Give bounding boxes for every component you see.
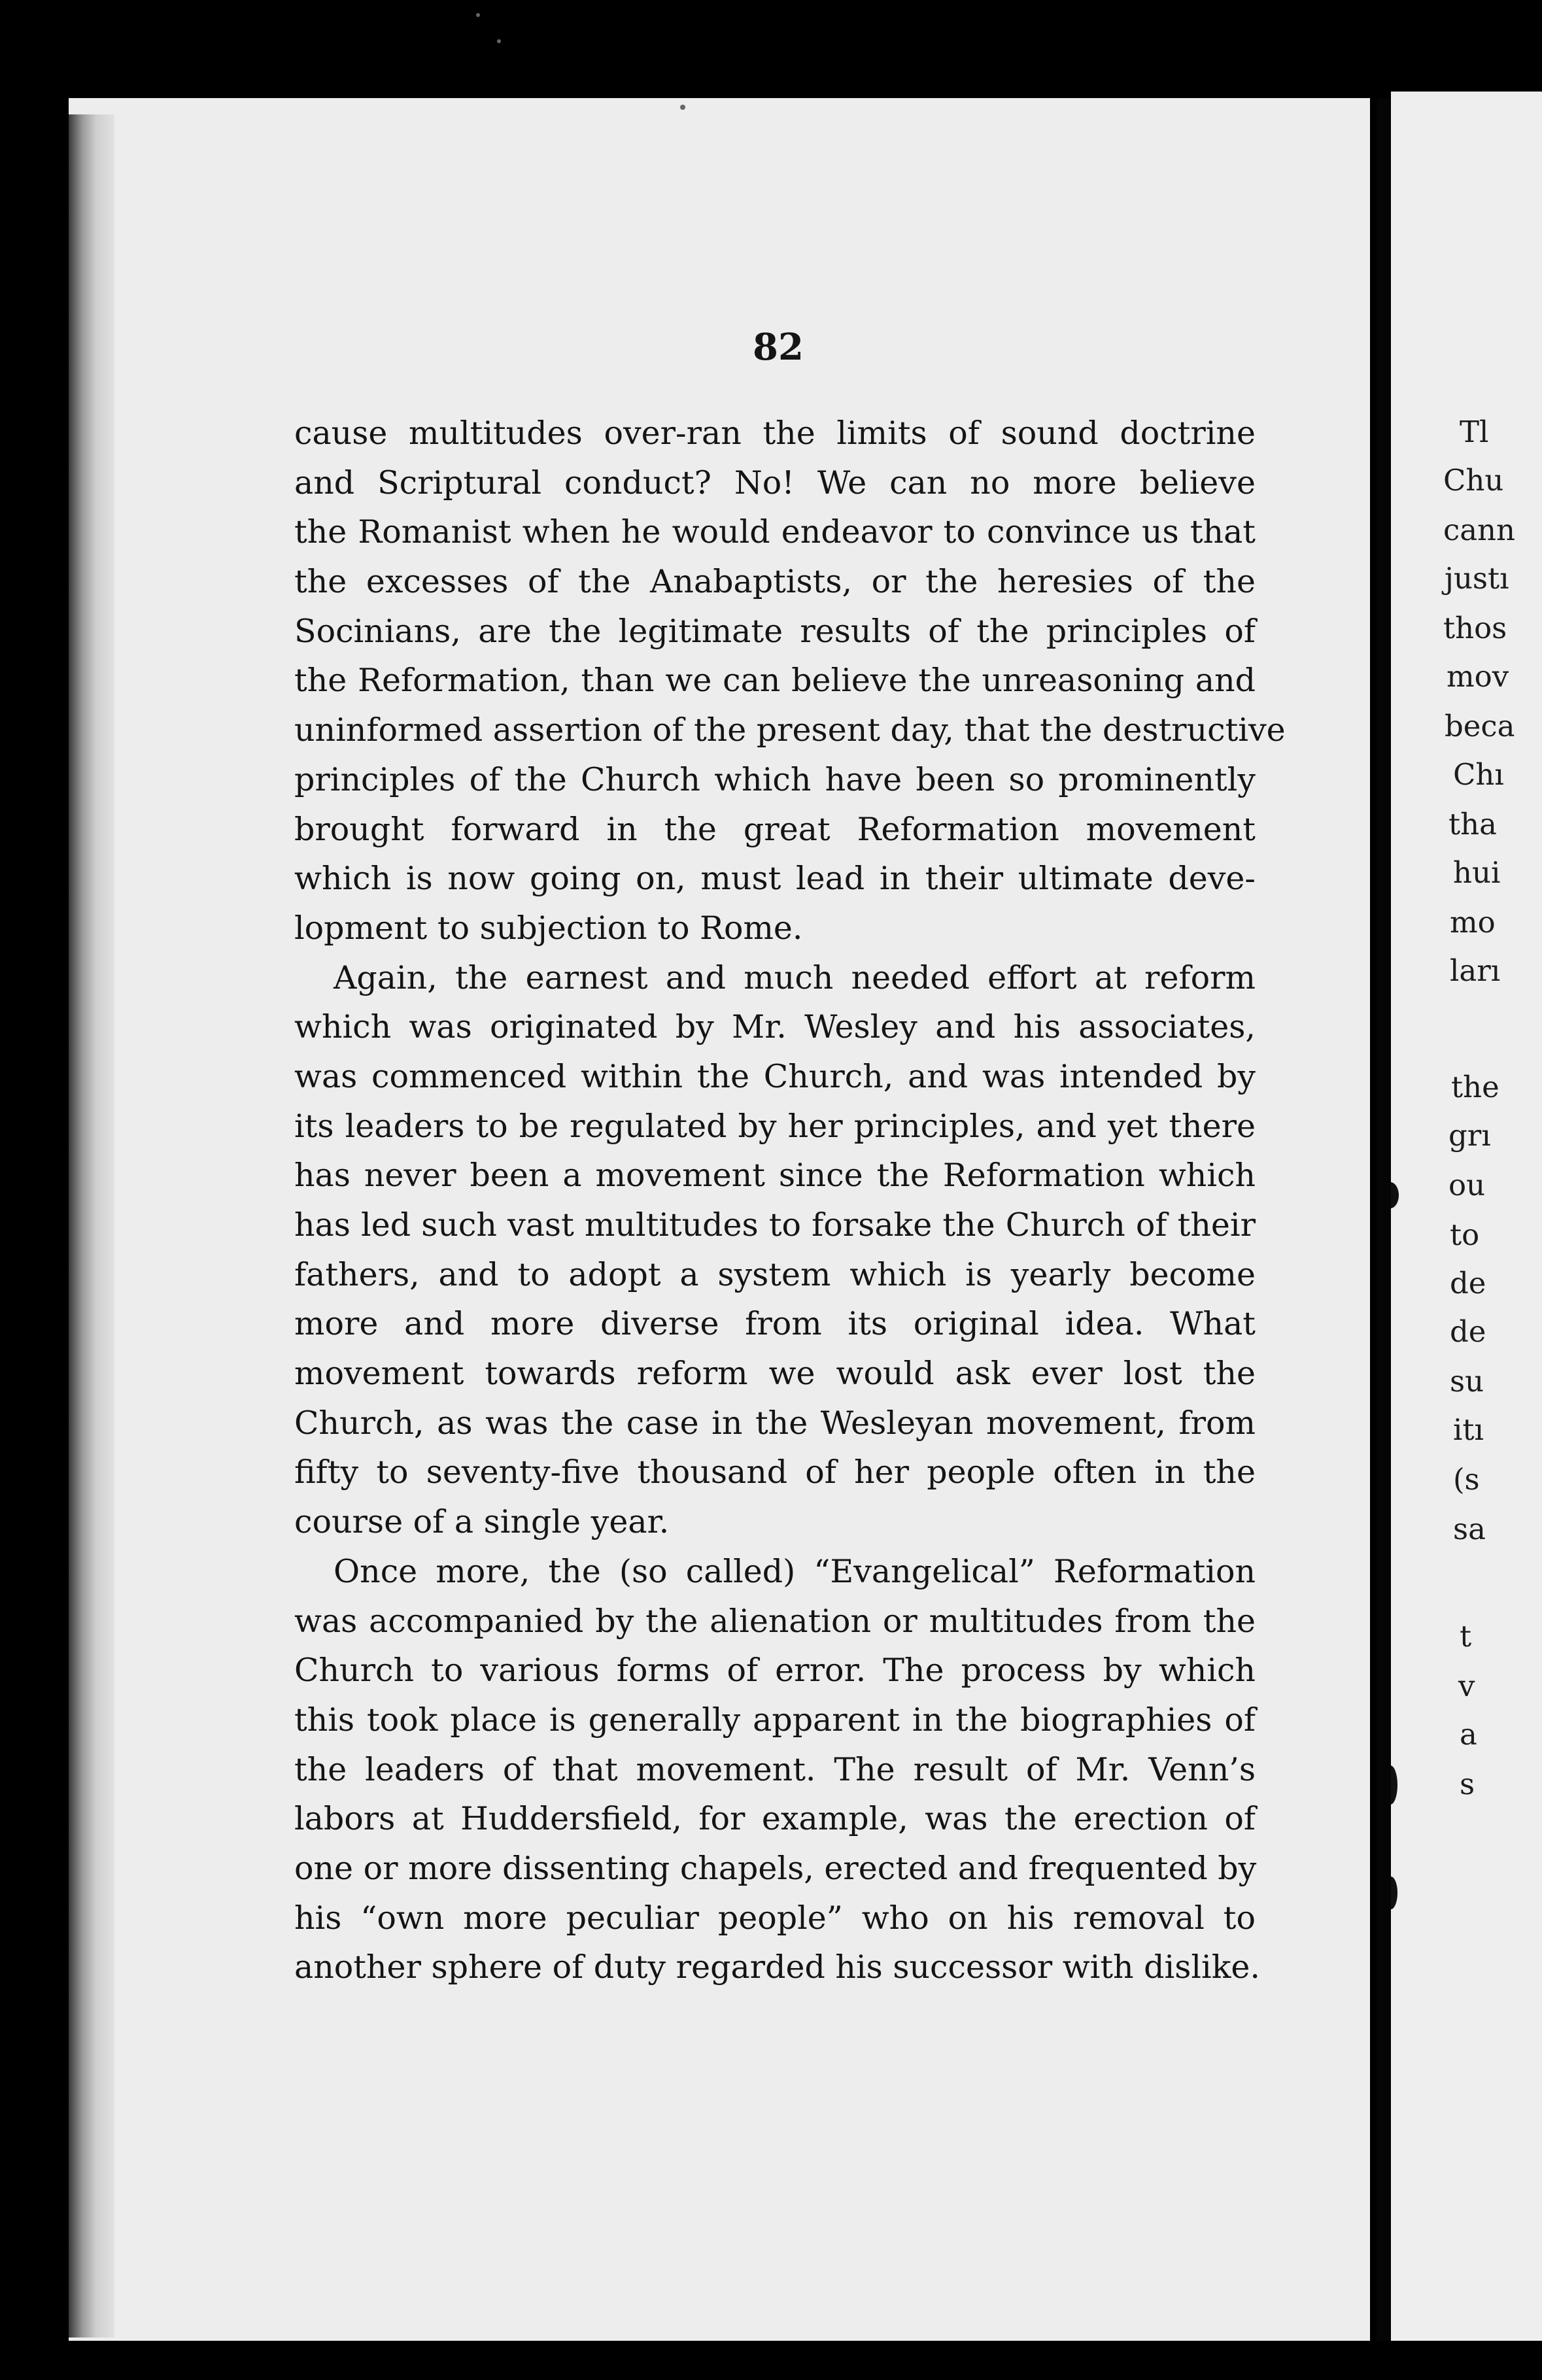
facing-page-fragment: sa <box>1453 1512 1486 1546</box>
facing-page-fragment: v <box>1458 1669 1475 1703</box>
text-line: was accompanied by the alienation or multitudes from the <box>294 1602 1256 1640</box>
facing-page-fragment: tha <box>1448 807 1497 842</box>
text-line: lopment to subjection to Rome. <box>294 909 803 947</box>
facing-page-fragment: justı <box>1445 561 1509 596</box>
facing-page-fragment: ou <box>1448 1168 1486 1202</box>
facing-page-fragment: Tl <box>1460 415 1489 449</box>
text-line: this took place is generally apparent in the biographies of <box>294 1701 1256 1739</box>
facing-page-fragment: a <box>1460 1717 1477 1752</box>
text-line: Again, the earnest and much needed effort at reform <box>334 959 1256 996</box>
facing-page-fragment: mov <box>1447 659 1509 694</box>
text-line: brought forward in the great Reformation movement <box>294 810 1256 848</box>
text-line: one or more dissenting chapels, erected and frequented by <box>294 1849 1257 1887</box>
facing-page-fragment: de <box>1450 1314 1486 1349</box>
text-line: which is now going on, must lead in their ultimate deve- <box>294 860 1256 898</box>
ink-blot <box>1391 1765 1397 1805</box>
ink-blot <box>1391 1182 1399 1208</box>
text-line: Church, as was the case in the Wesleyan movement, from <box>294 1404 1256 1442</box>
page-number: 82 <box>753 326 804 369</box>
facing-page-fragment: hui <box>1453 855 1501 890</box>
dust-speck <box>497 39 501 43</box>
body-text <box>294 409 1286 1992</box>
facing-page-fragment: Chu <box>1443 463 1504 498</box>
facing-page-fragment: itı <box>1453 1412 1484 1447</box>
text-line: Once more, the (so called) “Evangelical” Reformation <box>334 1552 1256 1590</box>
facing-page <box>1391 92 1542 2341</box>
text-line: fathers, and to adopt a system which is yearly become <box>294 1255 1256 1293</box>
text-line: the excesses of the Anabaptists, or the heresies of the <box>294 563 1256 601</box>
facing-page-fragment: to <box>1450 1217 1480 1252</box>
ink-blot <box>1391 1877 1397 1909</box>
text-line: labors at Huddersfield, for example, was the erection of <box>294 1800 1256 1838</box>
text-line: was commenced within the Church, and was intended by <box>294 1057 1256 1095</box>
facing-page-fragment: ları <box>1450 953 1501 988</box>
facing-page-fragment: mo <box>1450 905 1496 940</box>
text-line: principles of the Church which have been so prominently <box>294 760 1256 798</box>
text-line: has never been a movement since the Reformation which <box>294 1157 1256 1195</box>
dust-speck <box>476 13 480 17</box>
page-gutter-shadow <box>69 114 114 2338</box>
facing-page-fragment: the <box>1451 1070 1499 1104</box>
text-line: cause multitudes over-ran the limits of sound doctrine <box>294 415 1256 452</box>
facing-page-fragment: cann <box>1443 513 1515 547</box>
text-line: its leaders to be regulated by her principles, and yet there <box>294 1107 1256 1145</box>
text-line: Church to various forms of error. The process by which <box>294 1652 1256 1690</box>
text-line: Socinians, are the legitimate results of the principles of <box>294 612 1256 650</box>
text-line: more and more diverse from its original idea. What <box>294 1305 1256 1343</box>
facing-page-fragment: de <box>1450 1266 1486 1300</box>
facing-page-fragment: thos <box>1443 611 1507 645</box>
text-line: uninformed assertion of the present day, that the destructive <box>294 711 1286 749</box>
text-line: the Reformation, than we can believe the unreasoning and <box>294 662 1256 700</box>
facing-page-fragment: grı <box>1448 1118 1491 1153</box>
facing-page-fragment: su <box>1450 1364 1484 1399</box>
facing-page-fragment: s <box>1460 1767 1475 1801</box>
text-line: which was originated by Mr. Wesley and his associates, <box>294 1008 1256 1046</box>
facing-page-fragment: (s <box>1453 1462 1480 1497</box>
text-line: the leaders of that movement. The result of Mr. Venn’s <box>294 1750 1256 1788</box>
text-line: course of a single year. <box>294 1503 670 1541</box>
page-divider <box>1377 98 1391 2341</box>
text-line: movement towards reform we would ask ever lost the <box>294 1355 1256 1393</box>
text-line: his “own more peculiar people” who on his removal to <box>294 1899 1256 1937</box>
text-line: has led such vast multitudes to forsake the Church of their <box>294 1206 1256 1244</box>
dust-speck <box>680 105 685 110</box>
facing-page-fragment: beca <box>1445 709 1515 743</box>
text-line: the Romanist when he would endeavor to convince us that <box>294 513 1256 551</box>
text-line: fifty to seventy-five thousand of her people often in the <box>294 1454 1256 1491</box>
text-line: another sphere of duty regarded his successor with dislike. <box>294 1948 1260 1986</box>
facing-page-fragment: t <box>1460 1619 1472 1654</box>
text-line: and Scriptural conduct? No! We can no more believe <box>294 464 1256 502</box>
facing-page-fragment: Chı <box>1453 757 1504 792</box>
